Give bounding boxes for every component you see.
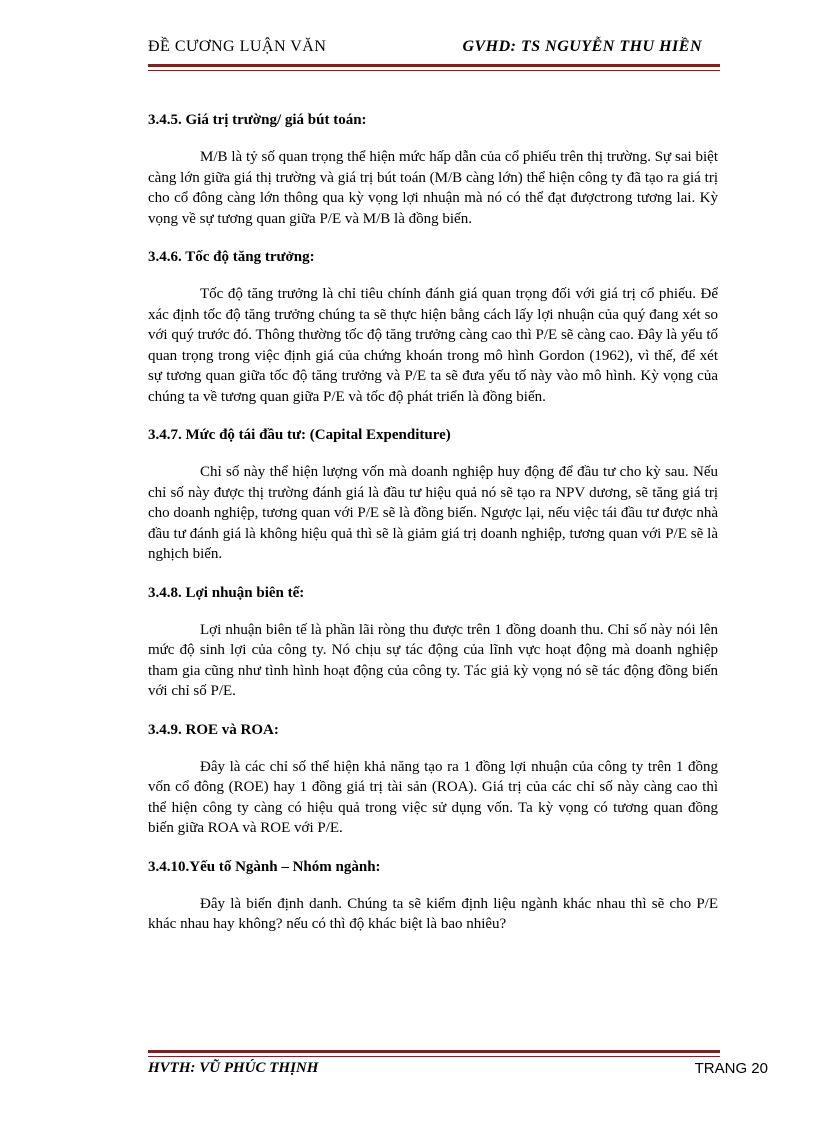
section-paragraph: Đây là biến định danh. Chúng ta sẽ kiểm định liệu ngành khác nhau thì sẽ cho P/E khác nhau hay không? nếu có thì độ khác biệt là bao nhiêu? [148, 895, 718, 932]
page-footer [148, 1060, 768, 1082]
footer-author: HVTH: VŨ PHÚC THỊNH [148, 1060, 319, 1076]
page-body [148, 112, 718, 955]
section-paragraph: Đây là các chỉ số thể hiện khả năng tạo ra 1 đồng lợi nhuận của công ty trên 1 đồng vốn cổ đông (ROE) hay 1 đồng giá trị tài sản (ROA). Giá trị của các chỉ số này càng cao thì thể hiện công ty càng có hiệu quả trong việc sử dụng vốn. Ta kỳ vọng có tương quan đồng biến giữa ROA và ROE với P/E. [148, 758, 718, 836]
section-3-4-7 [148, 427, 718, 565]
section-heading: 3.4.9. ROE và ROA: [148, 721, 279, 738]
section-3-4-10 [148, 859, 718, 935]
section-3-4-9 [148, 722, 718, 839]
section-paragraph: Lợi nhuận biên tế là phần lãi ròng thu được trên 1 đồng doanh thu. Chỉ số này nói lên mức độ sinh lợi của công ty. Nó chịu sự tác động của lĩnh vực hoạt động mà doanh nghiệp tham gia cũng như tình hình hoạt động của công ty. Tác giả kỳ vọng nó sẽ tác động đồng biến với chỉ số P/E. [148, 621, 718, 699]
section-paragraph: Tốc độ tăng trưởng là chỉ tiêu chính đánh giá quan trọng đối với giá trị cổ phiếu. Để xác định tốc độ tăng trưởng chúng ta sẽ thực hiện bằng cách lấy lợi nhuận của quý đang xét so với quý trước đó. Thông thường tốc độ tăng trưởng càng cao thì P/E sẽ càng cao. Đây là yếu tố quan trọng trong việc định giá của chứng khoán trong mô hình Gordon (1962), vì thế, để xét sự tương quan giữa tốc độ tăng trưởng và P/E ta sẽ đưa yếu tố này vào mô hình. Kỳ vọng của chúng ta về tương quan giữa P/E và tốc độ phát triển là đồng biến. [148, 286, 718, 405]
section-paragraph: Chỉ số này thể hiện lượng vốn mà doanh nghiệp huy động để đầu tư cho kỳ sau. Nếu chỉ số này được thị trường đánh giá là đầu tư hiệu quả nó sẽ tạo ra NPV dương, sẽ tăng giá trị cho doanh nghiệp, tương quan với P/E sẽ là đồng biến. Ngược lại, nếu việc tái đầu tư được nhà đầu tư đánh giá là không hiệu quả thì sẽ là giảm giá trị doanh nghiệp, tương quan với P/E sẽ là nghịch biến. [148, 464, 718, 562]
section-heading: 3.4.6. Tốc độ tăng trưởng: [148, 249, 315, 265]
header-rule [148, 64, 720, 71]
section-heading: 3.4.5. Giá trị trường/ giá bút toán: [148, 112, 367, 128]
section-3-4-6 [148, 249, 718, 407]
section-heading: 3.4.7. Mức độ tái đầu tư: (Capital Expenditure) [148, 427, 451, 443]
section-3-4-5 [148, 112, 718, 229]
section-3-4-8 [148, 585, 718, 702]
section-heading: 3.4.10.Yếu tố Ngành – Nhóm ngành: [148, 858, 381, 875]
page-header [148, 38, 720, 60]
footer-rule [148, 1050, 720, 1057]
section-paragraph: M/B là tỷ số quan trọng thể hiện mức hấp dẫn của cổ phiếu trên thị trường. Sự sai biệt càng lớn giữa giá thị trường và giá trị bút toán (M/B càng lớn) thể hiện công ty đã tạo ra giá trị cho cổ đông càng lớn thông qua kỳ vọng lợi nhuận mà nó có thể đạt đượctrong tương lai. Kỳ vọng về sự tương quan giữa P/E và M/B là đồng biến. [148, 149, 718, 227]
header-document-title: ĐỀ CƯƠNG LUẬN VĂN [148, 38, 327, 55]
footer-page-number: TRANG 20 [694, 1060, 768, 1077]
section-heading: 3.4.8. Lợi nhuận biên tế: [148, 584, 305, 601]
header-advisor: GVHD: TS NGUYỄN THU HIỀN [462, 38, 702, 55]
